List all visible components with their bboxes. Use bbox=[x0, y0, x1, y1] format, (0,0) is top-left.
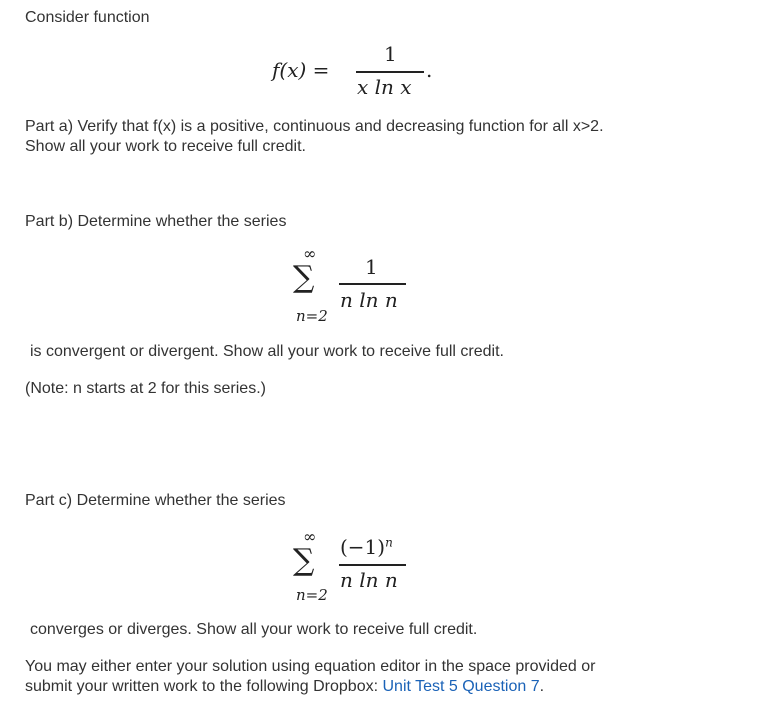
submit-line2-prefix: submit your written work to the following Dropbox: bbox=[25, 678, 383, 695]
series-c-numerator-exponent: n bbox=[385, 535, 393, 550]
part-c-after: converges or diverges. Show all your work to receive full credit. bbox=[30, 621, 478, 638]
series-b-numerator: 1 bbox=[365, 255, 378, 279]
series-c-upper-limit: ∞ bbox=[303, 527, 317, 546]
series-c-sigma: ∑ bbox=[293, 543, 315, 578]
equation-period: . bbox=[426, 58, 433, 82]
equation-denominator: x ln x bbox=[357, 75, 412, 99]
series-b-sigma: ∑ bbox=[293, 260, 315, 295]
series-b-lower-limit: n=2 bbox=[296, 307, 328, 325]
dropbox-link[interactable]: Unit Test 5 Question 7 bbox=[382, 678, 540, 695]
submit-line2 bbox=[25, 677, 544, 697]
part-b-heading: Part b) Determine whether the series bbox=[25, 213, 287, 230]
series-b-upper-limit: ∞ bbox=[303, 244, 317, 263]
part-a-line2: Show all your work to receive full credit. bbox=[25, 138, 306, 155]
part-a-line1: Part a) Verify that f(x) is a positive, continuous and decreasing function for all x>2. bbox=[25, 118, 604, 135]
part-c-heading: Part c) Determine whether the series bbox=[25, 492, 286, 509]
series-b-denominator: n ln n bbox=[340, 288, 398, 312]
series-c-numerator-base: (−1) bbox=[340, 535, 386, 559]
part-b-note: (Note: n starts at 2 for this series.) bbox=[25, 380, 266, 397]
series-c-denominator: n ln n bbox=[340, 568, 398, 592]
series-b-fraction-bar bbox=[339, 283, 406, 285]
series-c-lower-limit: n=2 bbox=[296, 586, 328, 604]
equation-lhs: f(x) = bbox=[272, 58, 330, 82]
submit-line1: You may either enter your solution using equation editor in the space provided or bbox=[25, 658, 596, 675]
submit-line2-suffix: . bbox=[539, 678, 545, 695]
part-b-after: is convergent or divergent. Show all your work to receive full credit. bbox=[30, 343, 504, 360]
intro-text: Consider function bbox=[25, 9, 150, 26]
series-c-fraction-bar bbox=[339, 564, 406, 566]
series-c-numerator bbox=[340, 535, 393, 559]
equation-numerator: 1 bbox=[384, 42, 397, 66]
fraction-bar bbox=[356, 71, 424, 73]
